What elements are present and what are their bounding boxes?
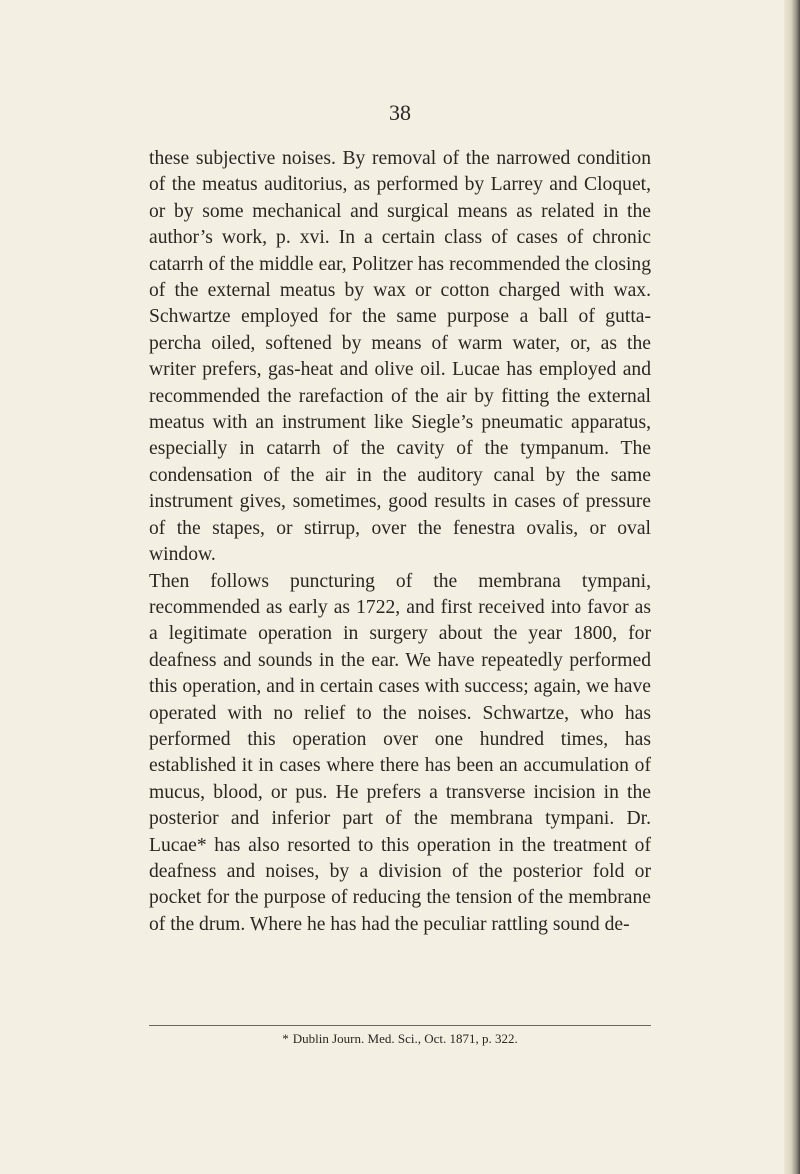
page-number: 38 [389,100,411,125]
footnote-text: Dublin Journ. Med. Sci., Oct. 1871, p. 322. [292,1031,518,1046]
footnote-divider [149,1025,651,1026]
paragraph-1: these subjective noises. By removal of the narrowed condition of the meatus auditorius, as performed by Larrey and Cloquet, or by some mechanical and surgical means as related in the author’s work, p. xvi. In a certain class of cases of chronic catarrh of the middle ear, Politzer has recommended the closing of the external meatus by wax or cotton charged with wax. Schwartze employed for the same purpose a ball of gutta-percha oiled, softened by means of warm water, or, as the writer prefers, gas-heat and olive oil. Lucae has employed and recommended the rarefaction of the air by fitting the external meatus with an instrument like Siegle’s pneumatic apparatus, especially in catarrh of the cavity of the tympanum. The condensation of the air in the auditory canal by the same instrument gives, sometimes, good results in cases of pressure of the stapes, or stirrup, over the fenestra ovalis, or oval window. [149,148,651,566]
footnote [149,1030,651,1048]
paragraph-2: Then follows puncturing of the membrana tympani, recommended as early as 1722, and first received into favor as a legitimate operation in surgery about the year 1800, for deafness and sounds in the ear. We have repeatedly performed this operation, and in certain cases with success; again, we have operated with no relief to the noises. Schwartze, who has performed this operation over one hundred times, has established it in cases where there has been an accumulation of mucus, blood, or pus. He prefers a transverse incision in the posterior and inferior part of the membrana tympani. Dr. Lucae* has also resorted to this operation in the treatment of deafness and noises, by a division of the posterior fold or pocket for the purpose of reducing the tension of the membrane of the drum. Where he has had the peculiar rattling sound de- [149,570,651,935]
footnote-marker: * [282,1031,289,1046]
body-text [149,146,651,938]
page-edge-shadow [784,0,800,1174]
